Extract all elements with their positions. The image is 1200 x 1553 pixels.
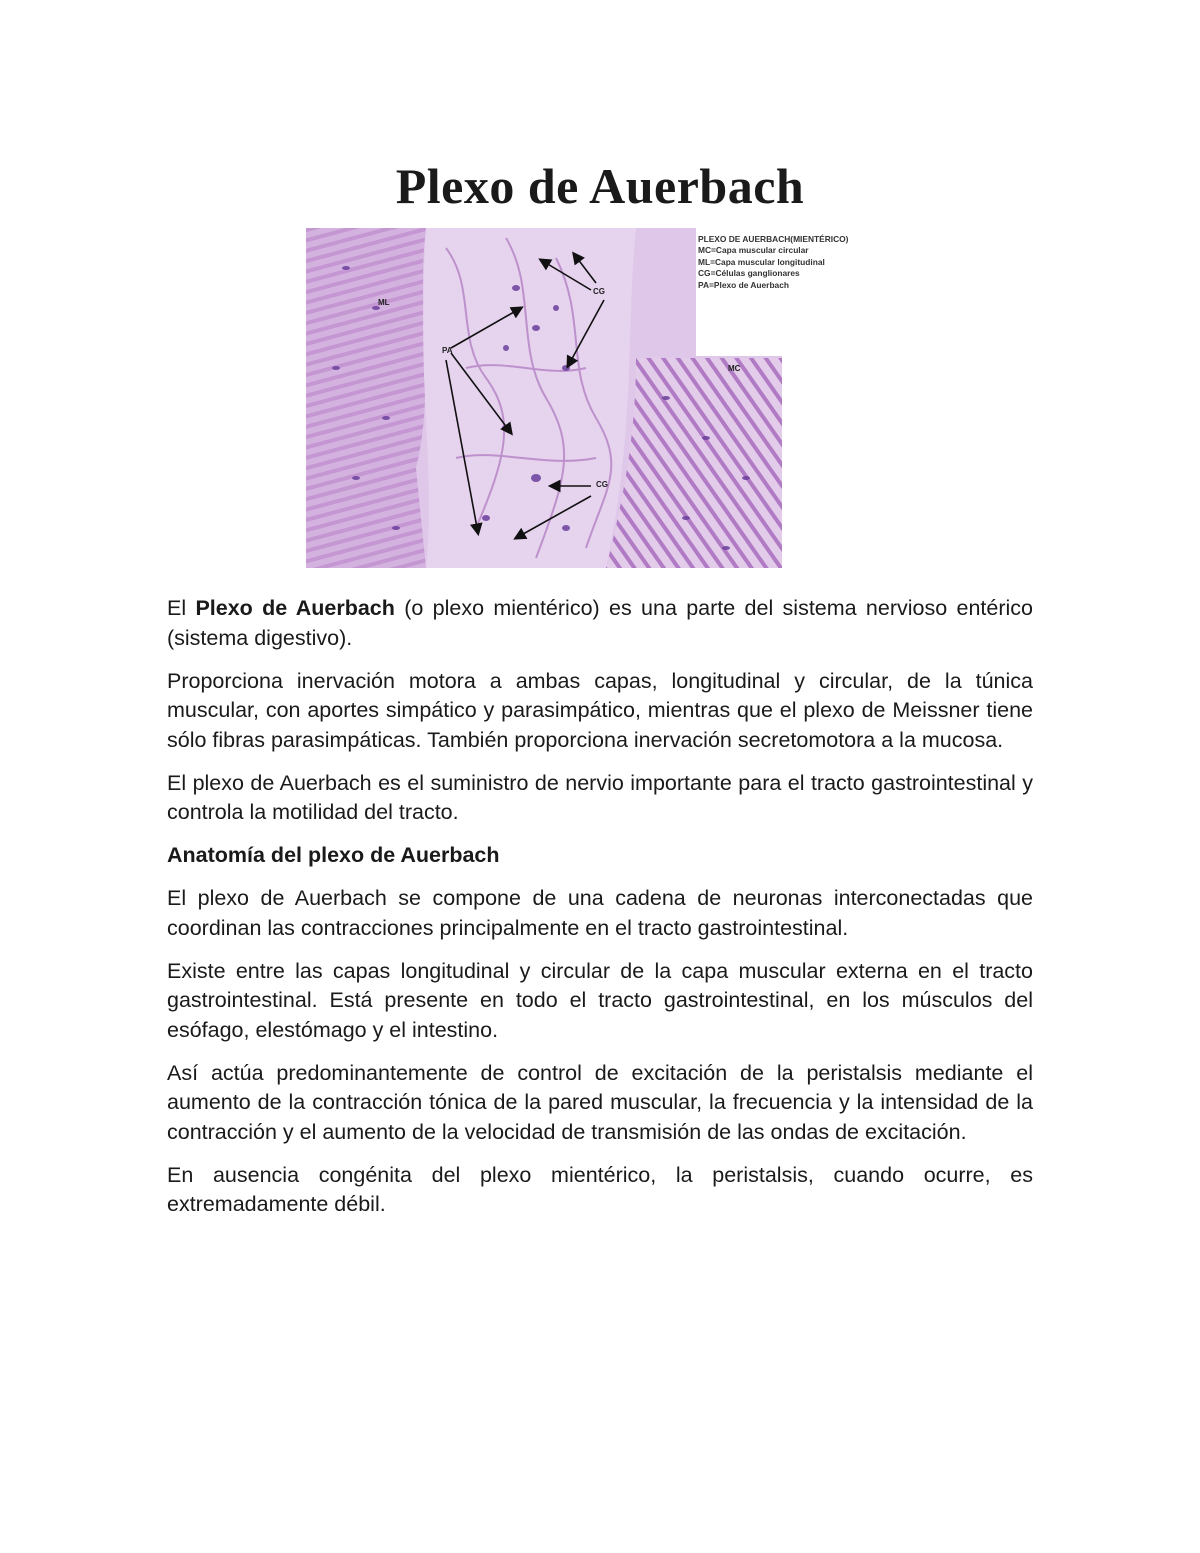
intro-bold-term: Plexo de Auerbach [195,596,395,620]
figure-legend [698,234,849,291]
label-cg-top: CG [593,287,605,296]
legend-line: CG=Células ganglionares [698,268,800,279]
paragraph: El plexo de Auerbach es el suministro de nervio importante para el tracto gastrointestinal y controla la motilidad del tracto. [167,770,1033,824]
paragraph: Existe entre las capas longitudinal y circular de la capa muscular externa en el tracto gastrointestinal. Está presente en todo el tracto gastrointestinal, en los músculos del esófago, elestómago y el intestino. [167,958,1033,1042]
label-pa: PA [442,346,453,355]
paragraph: El plexo de Auerbach se compone de una cadena de neuronas interconectadas que coordinan las contracciones principalmente en el tracto gastrointestinal. [167,886,1033,940]
label-mc: MC [728,364,741,373]
histology-figure [306,228,849,568]
page-title: Plexo de Auerbach [395,158,805,214]
document-body [167,594,1033,1233]
paragraph: En ausencia congénita del plexo mientérico, la peristalsis, cuando ocurre, es extremadamente débil. [167,1162,1033,1216]
legend-line: MC=Capa muscular circular [698,245,809,256]
paragraph-intro [167,594,1033,653]
intro-rest: (o plexo mientérico) es una parte del sistema nervioso entérico (sistema digestivo). [167,596,1034,650]
legend-line: ML=Capa muscular longitudinal [698,256,825,267]
paragraph: Así actúa predominantemente de control de excitación de la peristalsis mediante el aumento de la contracción tónica de la pared muscular, la frecuencia y la intensidad de la contracción y el aumento de la velocidad de transmisión de las ondas de excitación. [167,1060,1033,1144]
label-cg-bottom: CG [596,480,608,489]
label-ml: ML [378,298,390,307]
section-heading: Anatomía del plexo de Auerbach [167,843,500,867]
paragraph: Proporciona inervación motora a ambas capas, longitudinal y circular, de la túnica muscular, con aportes simpático y parasimpático, mientras que el plexo de Meissner tiene sólo fibras parasimpáticas. También proporciona inervación secretomotora a la mucosa. [167,668,1033,752]
intro-text: El [167,596,196,620]
legend-line: PA=Plexo de Auerbach [698,279,789,290]
legend-line: PLEXO DE AUERBACH(MIENTÉRICO) [698,234,849,244]
